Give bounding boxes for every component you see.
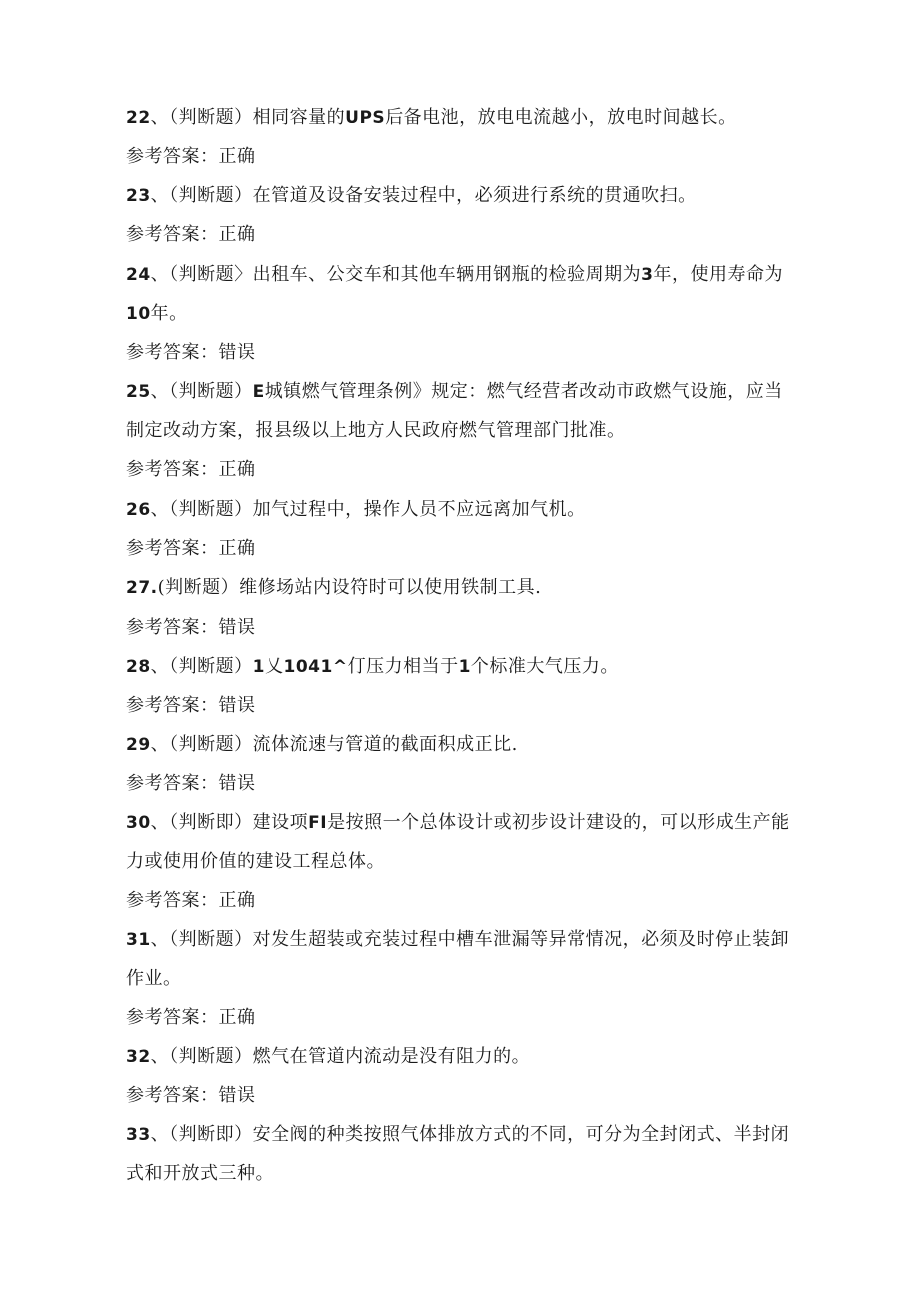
question-text: 力或使用价值的建设工程总体。 [126,851,385,872]
answer-value: 正确 [218,146,256,167]
question-type-tag: （判断题） [169,656,253,677]
question-type-tag: (判断题） [157,577,240,598]
question-separator: 、 [150,499,170,520]
question-25 [126,380,806,404]
answer-24 [126,341,806,365]
answer-28 [126,694,806,718]
answer-32 [126,1084,806,1108]
question-text: 年，使用寿命为 [653,264,784,285]
question-33-continuation [126,1162,806,1186]
answer-label: 参考答案： [126,617,219,638]
question-text-bold: 1 [458,657,471,677]
answer-value: 错误 [218,617,256,638]
question-text-bold: FI [308,813,328,833]
answer-30 [126,889,806,913]
question-29 [126,733,806,757]
question-text: 对发生超装或充装过程中槽车泄漏等异常情况，必须及时停止装卸 [252,929,790,950]
question-separator: 、 [150,107,170,128]
question-number: 33 [126,1125,151,1145]
answer-label: 参考答案： [126,459,219,480]
answer-value: 正确 [218,459,256,480]
question-number: 23 [126,186,151,206]
answer-label: 参考答案： [126,538,219,559]
question-25-continuation [126,419,806,443]
question-type-tag: （判断即） [169,1124,253,1145]
question-separator: 、 [150,381,170,402]
question-28 [126,655,806,679]
question-number: 31 [126,930,151,950]
question-31 [126,928,806,952]
question-33 [126,1123,806,1147]
answer-22 [126,145,806,169]
question-type-tag: （判断题） [169,107,253,128]
question-30 [126,811,806,835]
question-text: 建设项 [252,812,309,833]
answer-29 [126,772,806,796]
question-24-continuation [126,302,806,326]
question-text: 作业。 [126,968,182,989]
answer-label: 参考答案： [126,1085,219,1106]
question-separator: 、 [150,929,170,950]
question-22 [126,106,806,130]
question-type-tag: （判断题） [169,185,253,206]
answer-label: 参考答案： [126,890,219,911]
question-text: 流体流速与管道的截面积成正比. [252,734,518,755]
question-type-tag: （判断题） [169,381,253,402]
question-number: 25 [126,382,151,402]
answer-23 [126,223,806,247]
answer-label: 参考答案： [126,224,219,245]
question-number: 32 [126,1047,151,1067]
question-text-bold: 1 [252,657,266,677]
answer-value: 正确 [218,224,256,245]
answer-value: 正确 [218,1007,256,1028]
question-text-bold: 10 [126,304,151,324]
answer-26 [126,537,806,561]
question-separator: 、 [150,1124,170,1145]
question-text-bold: 3 [641,265,654,285]
answer-label: 参考答案： [126,146,219,167]
question-text-bold: E [252,382,265,402]
question-27 [126,576,806,600]
question-type-tag: （判断题） [169,929,253,950]
question-separator: 、 [150,264,170,285]
question-separator: 、 [150,656,170,677]
question-text: 安全阀的种类按照气体排放方式的不同，可分为全封闭式、半封闭 [252,1124,790,1145]
answer-31 [126,1006,806,1030]
question-type-tag: （判断题） [169,499,253,520]
answer-25 [126,458,806,482]
question-separator: 、 [150,1046,170,1067]
answer-value: 错误 [218,695,256,716]
answer-value: 正确 [218,890,256,911]
question-type-tag: （判断题） [169,1046,253,1067]
answer-value: 错误 [218,1085,256,1106]
question-text-bold: UPS [345,108,386,128]
answer-label: 参考答案： [126,342,219,363]
answer-value: 正确 [218,538,256,559]
question-separator: 、 [150,812,170,833]
question-30-continuation [126,850,806,874]
question-text: 个标准大气压力。 [470,656,619,677]
question-text: 相同容量的 [252,107,346,128]
question-text: 加气过程中，操作人员不应远离加气机。 [252,499,586,520]
question-text: 后备电池，放电电流越小，放电时间越长。 [385,107,737,128]
question-32 [126,1045,806,1069]
question-31-continuation [126,967,806,991]
question-text: 乂 [265,656,284,677]
question-text: 式和开放式三种。 [126,1163,274,1184]
question-text: 出租车、公交车和其他车辆用钢瓶的检验周期为 [252,264,642,285]
question-number: 26 [126,500,151,520]
answer-label: 参考答案： [126,1007,219,1028]
question-separator: 、 [150,185,170,206]
question-text-bold: 1041^ [283,657,348,677]
question-number: 27. [126,578,158,598]
question-text: 燃气在管道内流动是没有阻力的。 [252,1046,531,1067]
question-text: 城镇燃气管理条例》规定：燃气经营者改动市政燃气设施，应当 [264,381,783,402]
question-26 [126,498,806,522]
answer-27 [126,616,806,640]
question-number: 22 [126,108,151,128]
question-text: 制定改动方案，报县级以上地方人民政府燃气管理部门批准。 [126,420,626,441]
question-24 [126,263,806,287]
question-text: 维修场站内设符时可以使用铁制工具. [239,577,542,598]
question-number: 24 [126,265,151,285]
question-text: 在管道及设备安装过程中，必须进行系统的贯通吹扫。 [252,185,697,206]
question-23 [126,184,806,208]
question-number: 28 [126,657,151,677]
question-type-tag: （判断题〉 [169,264,253,285]
answer-label: 参考答案： [126,773,219,794]
answer-value: 错误 [218,773,256,794]
question-number: 30 [126,813,151,833]
answer-label: 参考答案： [126,695,219,716]
question-text: 仃压力相当于 [347,656,459,677]
question-type-tag: （判断题） [169,734,253,755]
question-type-tag: （判断即） [169,812,253,833]
question-text: 年。 [150,303,188,324]
question-number: 29 [126,735,151,755]
answer-value: 错误 [218,342,256,363]
question-text: 是按照一个总体设计或初步设计建设的，可以形成生产能 [327,812,790,833]
question-separator: 、 [150,734,170,755]
